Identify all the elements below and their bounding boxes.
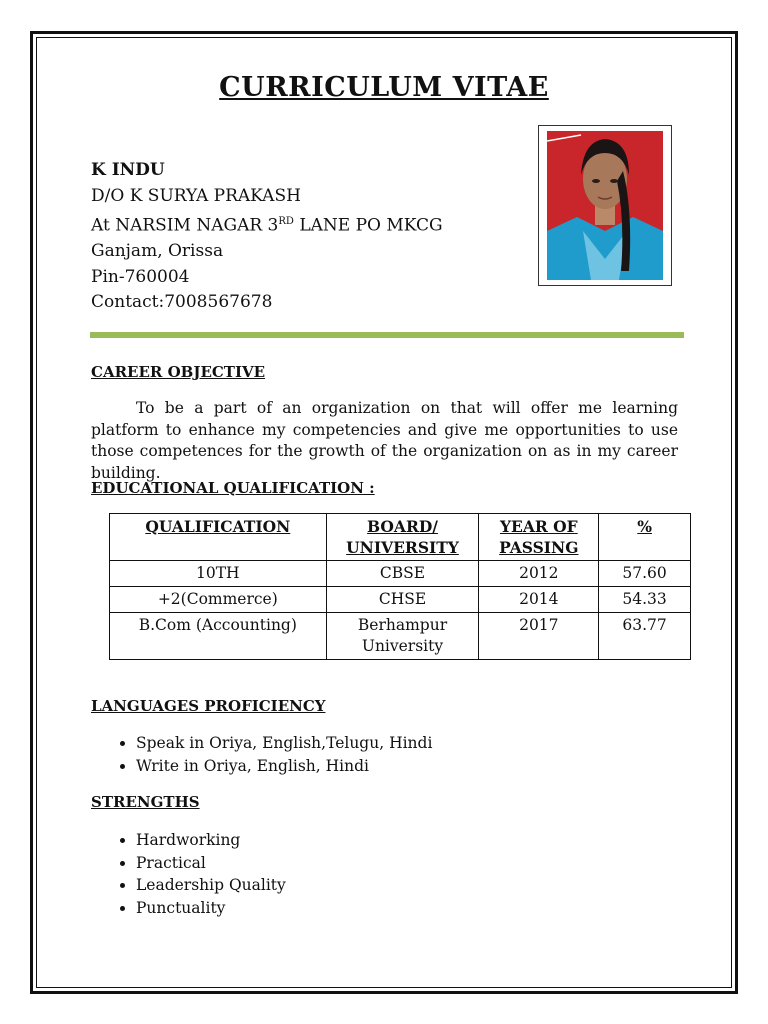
strengths-list (91, 829, 286, 919)
table-cell: 2014 (479, 587, 599, 613)
table-cell: Berhampur University (326, 613, 479, 660)
phone-line: Contact:7008567678 (91, 292, 273, 313)
address-end: LANE PO MKCG (293, 215, 443, 236)
address-superscript: RD (278, 216, 294, 227)
column-header: QUALIFICATION (110, 514, 327, 561)
column-header: BOARD/ UNIVERSITY (326, 514, 479, 561)
contact-block (91, 158, 443, 316)
candidate-name: K INDU (91, 160, 165, 180)
table-cell: 2012 (479, 561, 599, 587)
languages-list (91, 732, 432, 777)
pin-line: Pin-760004 (91, 266, 190, 287)
table-cell: 2017 (479, 613, 599, 660)
portrait-illustration (547, 131, 663, 280)
relation-line: D/O K SURYA PRAKASH (91, 185, 301, 206)
table-cell: 63.77 (599, 613, 691, 660)
document-title: CURRICULUM VITAE (219, 72, 549, 103)
list-item: • Leadership Quality (136, 874, 286, 897)
list-item: • Practical (136, 852, 286, 875)
strengths-heading: STRENGTHS (91, 793, 200, 811)
list-item: • Punctuality (136, 897, 286, 920)
career-objective-text: To be a part of an organization on that will offer me learning platform to enhance my competencies and give me opportunities to use those competences for the growth of the organization on as in my career building. (91, 399, 678, 482)
table-cell: CBSE (326, 561, 479, 587)
profile-photo (538, 125, 672, 286)
career-objective-heading: CAREER OBJECTIVE (91, 363, 266, 381)
table-cell: 10TH (110, 561, 327, 587)
table-cell: CHSE (326, 587, 479, 613)
table-cell: 54.33 (599, 587, 691, 613)
table-row (110, 613, 691, 660)
list-item: • Speak in Oriya, English,Telugu, Hindi (136, 732, 432, 755)
table-cell: +2(Commerce) (110, 587, 327, 613)
column-header: YEAR OF PASSING (479, 514, 599, 561)
table-row (110, 587, 691, 613)
education-table (109, 513, 691, 660)
column-header: % (599, 514, 691, 561)
list-item: • Write in Oriya, English, Hindi (136, 755, 432, 778)
table-cell: 57.60 (599, 561, 691, 587)
education-heading: EDUCATIONAL QUALIFICATION : (91, 479, 375, 497)
address-line (91, 209, 443, 239)
table-cell: B.Com (Accounting) (110, 613, 327, 660)
section-divider (90, 332, 684, 338)
table-header-row (110, 514, 691, 561)
languages-heading: LANGUAGES PROFICIENCY (91, 697, 326, 715)
address-start: At NARSIM NAGAR 3 (91, 215, 279, 236)
list-item: • Hardworking (136, 829, 286, 852)
table-row (110, 561, 691, 587)
city-line: Ganjam, Orissa (91, 241, 224, 262)
